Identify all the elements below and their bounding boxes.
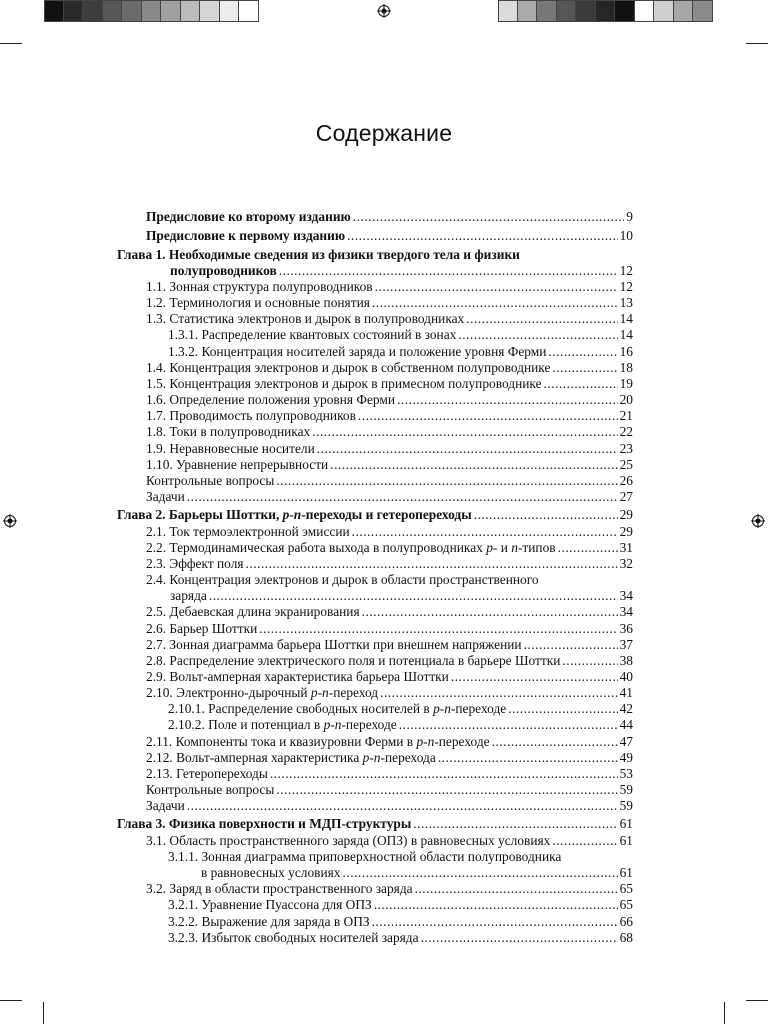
- dot-leader: [508, 700, 617, 717]
- dot-leader: [548, 343, 617, 360]
- toc-entry[interactable]: [146, 440, 633, 457]
- toc-entry-page: 59: [619, 782, 633, 797]
- dot-leader: [458, 326, 617, 343]
- toc-entry-title: полупроводников: [170, 263, 277, 278]
- title-part: -переход: [328, 685, 379, 700]
- toc-entry[interactable]: [146, 555, 633, 572]
- toc-entry-title: 2.1. Ток термоэлектронной эмиссии: [146, 524, 350, 539]
- dot-leader: [330, 456, 617, 473]
- toc-entry-title: 1.4. Концентрация электронов и дырок в собственном полупроводнике: [146, 360, 551, 375]
- dot-leader: [562, 652, 617, 669]
- dot-leader: [451, 668, 618, 685]
- toc-entry-title: [117, 506, 472, 523]
- crop-mark: [43, 1002, 44, 1024]
- toc-entry-title: 1.2. Терминология и основные понятия: [146, 295, 370, 310]
- toc-entry-title: 2.6. Барьер Шоттки: [146, 621, 258, 636]
- toc-entry[interactable]: [146, 278, 633, 295]
- color-swatch: [557, 0, 577, 22]
- color-swatch: [122, 0, 142, 22]
- toc-entry[interactable]: [146, 523, 633, 540]
- color-swatch: [64, 0, 84, 22]
- title-part: -переходе: [341, 717, 397, 732]
- toc-entry-title: 1.8. Токи в полупроводниках: [146, 424, 311, 439]
- dot-leader: [270, 765, 618, 782]
- color-swatch: [518, 0, 538, 22]
- toc-entry-chapter-3[interactable]: [117, 815, 633, 832]
- title-part: -перехода: [380, 750, 436, 765]
- dot-leader: [415, 880, 618, 897]
- toc-entry-page: 25: [619, 457, 633, 472]
- toc-entry[interactable]: [146, 880, 633, 897]
- toc-entry-page: 16: [619, 344, 633, 359]
- toc-entry-page: 12: [619, 263, 633, 278]
- toc-entry-page: 42: [619, 701, 633, 716]
- toc-entry[interactable]: [146, 359, 633, 376]
- dot-leader: [544, 375, 618, 392]
- toc-entry-title: [146, 749, 436, 766]
- title-part: 2.10. Электронно-дырочный: [146, 685, 311, 700]
- toc-entry-page: 13: [619, 295, 633, 310]
- toc-entry-title: заряда: [170, 588, 207, 603]
- dot-leader: [312, 423, 617, 440]
- toc-entry[interactable]: [146, 603, 633, 620]
- title-italic-part: p-n: [310, 685, 329, 700]
- toc-entry[interactable]: [146, 391, 633, 408]
- toc-entry[interactable]: [168, 896, 633, 913]
- toc-entry[interactable]: [146, 310, 633, 327]
- chapter-heading-line: Глава 1. Необходимые сведения из физики твердого тела и физики: [117, 247, 520, 262]
- title-italic-part: p-n: [416, 734, 435, 749]
- toc-entry-page: 44: [619, 717, 633, 732]
- dot-leader: [317, 440, 618, 457]
- toc-entry-page: 34: [619, 588, 633, 603]
- toc-entry-page: 14: [619, 311, 633, 326]
- toc-entry-page: 34: [619, 604, 633, 619]
- color-swatch: [635, 0, 655, 22]
- dot-leader: [397, 391, 618, 408]
- toc-entry-page: 27: [619, 489, 633, 504]
- toc-entry-title: в равновесных условиях: [201, 865, 341, 880]
- toc-entry-title: [146, 684, 378, 701]
- color-calibration-bar-right: [498, 0, 713, 22]
- title-part: -типов: [517, 540, 556, 555]
- title-italic-part: p-n: [323, 717, 342, 732]
- registration-mark-icon: [377, 4, 391, 18]
- toc-entry-title: 2.7. Зонная диаграмма барьера Шоттки при внешнем напряжении: [146, 637, 522, 652]
- color-swatch: [596, 0, 616, 22]
- toc-entry-title: 1.10. Уравнение непрерывности: [146, 457, 329, 472]
- toc-entry-page: 68: [619, 930, 633, 945]
- title-italic-part: p-n: [433, 701, 451, 716]
- toc-entry-page: 59: [619, 798, 633, 813]
- dot-leader: [438, 749, 618, 766]
- dot-leader: [347, 227, 618, 244]
- toc-entry-title: 3.2. Заряд в области пространственного заряда: [146, 881, 413, 896]
- toc-entry-page: 29: [619, 524, 633, 539]
- dot-leader: [276, 781, 617, 798]
- color-swatch: [537, 0, 557, 22]
- color-swatch: [220, 0, 240, 22]
- toc-entry-title: Контрольные вопросы: [146, 473, 275, 488]
- toc-entry-page: 14: [619, 327, 633, 342]
- color-swatch: [693, 0, 713, 22]
- dot-leader: [375, 278, 618, 295]
- color-swatch: [615, 0, 635, 22]
- toc-entry[interactable]: [170, 587, 633, 604]
- dot-leader: [358, 407, 618, 424]
- toc-entry-page: 23: [619, 441, 633, 456]
- toc-entry-title: [146, 733, 490, 750]
- toc-entry[interactable]: [146, 423, 633, 440]
- toc-entry-title: 3.2.3. Избыток свободных носителей заряда: [168, 930, 419, 945]
- toc-entry[interactable]: [146, 668, 633, 685]
- title-italic-part: p-n: [282, 507, 302, 522]
- toc-entry-page: 9: [626, 209, 633, 224]
- dot-leader: [343, 864, 618, 881]
- title-part: 2.10.1. Распределение свободных носителей в: [168, 701, 434, 716]
- dot-leader: [372, 294, 618, 311]
- dot-leader: [187, 488, 618, 505]
- toc-entry-title: Глава 3. Физика поверхности и МДП-структуры: [117, 816, 412, 831]
- toc-entry-page: 61: [619, 833, 633, 848]
- toc-entry[interactable]: [146, 208, 633, 225]
- toc-entry[interactable]: [146, 636, 633, 653]
- toc-entry[interactable]: [201, 864, 633, 881]
- color-swatch: [161, 0, 181, 22]
- page-title: Содержание: [315, 120, 453, 146]
- dot-leader: [259, 620, 617, 637]
- title-part: -переходы и гетеропереходы: [301, 507, 472, 522]
- color-calibration-bar-left: [44, 0, 259, 22]
- toc-entry[interactable]: [146, 375, 633, 392]
- title-part: 2.10.2. Поле и потенциал в: [168, 717, 324, 732]
- title-italic-part: p-n: [362, 750, 381, 765]
- crop-mark: [746, 43, 768, 44]
- toc-entry[interactable]: [168, 913, 633, 930]
- toc-entry-title: Предисловие к первому изданию: [146, 228, 346, 243]
- title-part: Глава 2. Барьеры Шоттки,: [117, 507, 283, 522]
- toc-entry[interactable]: [146, 227, 633, 244]
- toc-entry-chapter-1[interactable]: [170, 262, 633, 279]
- dot-leader: [187, 797, 618, 814]
- color-swatch: [498, 0, 518, 22]
- dot-leader: [246, 555, 618, 572]
- color-swatch: [200, 0, 220, 22]
- toc-entry-title: 2.9. Вольт-амперная характеристика барьера Шоттки: [146, 669, 449, 684]
- color-swatch: [142, 0, 162, 22]
- dot-leader: [492, 733, 618, 750]
- title-part: -переходе: [450, 701, 507, 716]
- toc-entry-title: 2.3. Эффект поля: [146, 556, 244, 571]
- toc-entry-wrapped-line: 2.4. Концентрация электронов и дырок в области пространственного: [146, 572, 539, 587]
- toc-entry[interactable]: [146, 539, 633, 556]
- toc-entry-page: 29: [619, 507, 633, 522]
- toc-entry-page: 20: [619, 392, 633, 407]
- dot-leader: [352, 523, 618, 540]
- dot-leader: [552, 832, 617, 849]
- title-part: -переходе: [434, 734, 490, 749]
- crop-mark: [724, 1002, 725, 1024]
- toc-entry[interactable]: [146, 684, 633, 701]
- toc-entry-page: 40: [619, 669, 633, 684]
- toc-entry[interactable]: [168, 326, 633, 343]
- toc-entry-page: 22: [619, 424, 633, 439]
- toc-entry-page: 26: [619, 473, 633, 488]
- toc-entry-title: 2.13. Гетеропереходы: [146, 766, 268, 781]
- toc-entry-title: 2.5. Дебаевская длина экранирования: [146, 604, 360, 619]
- dot-leader: [374, 896, 618, 913]
- toc-entry-page: 10: [619, 228, 633, 243]
- toc-entry-title: 1.3. Статистика электронов и дырок в полупроводниках: [146, 311, 465, 326]
- color-swatch: [239, 0, 259, 22]
- title-part: 2.2. Термодинамическая работа выхода в полупроводниках: [146, 540, 487, 555]
- registration-mark-icon: [751, 514, 765, 528]
- toc-entry-page: 36: [619, 621, 633, 636]
- toc-entry-page: 38: [619, 653, 633, 668]
- color-swatch: [181, 0, 201, 22]
- toc-entry-title: 3.2.2. Выражение для заряда в ОПЗ: [168, 914, 370, 929]
- toc-entry[interactable]: [146, 765, 633, 782]
- title-part: 2.11. Компоненты тока и квазиуровни Ферми в: [146, 734, 417, 749]
- toc-entry-page: 65: [619, 897, 633, 912]
- toc-entry-page: 61: [619, 816, 633, 831]
- title-part: 2.12. Вольт-амперная характеристика: [146, 750, 363, 765]
- toc-entry[interactable]: [168, 716, 633, 733]
- toc-entry[interactable]: [168, 343, 633, 360]
- toc-entry-chapter-2[interactable]: [117, 506, 633, 523]
- toc-entry[interactable]: [146, 620, 633, 637]
- dot-leader: [558, 539, 618, 556]
- toc-entry-page: 37: [619, 637, 633, 652]
- color-swatch: [674, 0, 694, 22]
- toc-entry-title: 2.8. Распределение электрического поля и потенциала в барьере Шоттки: [146, 653, 561, 668]
- toc-entry-title: 1.6. Определение положения уровня Ферми: [146, 392, 396, 407]
- dot-leader: [552, 359, 617, 376]
- crop-mark: [0, 1000, 22, 1001]
- color-swatch: [83, 0, 103, 22]
- dot-leader: [524, 636, 618, 653]
- dot-leader: [421, 929, 618, 946]
- dot-leader: [362, 603, 618, 620]
- toc-entry-page: 65: [619, 881, 633, 896]
- toc-entry-page: 66: [619, 914, 633, 929]
- toc-entry[interactable]: [146, 797, 633, 814]
- title-italic-part: n: [511, 540, 518, 555]
- toc-entry-title: Предисловие ко второму изданию: [146, 209, 351, 224]
- dot-leader: [466, 310, 617, 327]
- toc-entry-title: 1.5. Концентрация электронов и дырок в примесном полупроводнике: [146, 376, 542, 391]
- toc-entry[interactable]: [146, 407, 633, 424]
- toc-entry-page: 31: [619, 540, 633, 555]
- color-swatch: [44, 0, 64, 22]
- toc-entry-page: 18: [619, 360, 633, 375]
- toc-entry-title: [146, 539, 556, 556]
- dot-leader: [276, 472, 617, 489]
- toc-entry-title: 3.1. Область пространственного заряда (ОПЗ) в равновесных условиях: [146, 833, 551, 848]
- toc-entry-title: 1.9. Неравновесные носители: [146, 441, 315, 456]
- toc-entry-title: [168, 700, 506, 717]
- toc-entry-title: Задачи: [146, 798, 185, 813]
- toc-entry[interactable]: [146, 733, 633, 750]
- toc-entry[interactable]: [146, 749, 633, 766]
- dot-leader: [372, 913, 618, 930]
- dot-leader: [353, 208, 625, 225]
- crop-mark: [746, 1000, 768, 1001]
- color-swatch: [103, 0, 123, 22]
- toc-entry-page: 19: [619, 376, 633, 391]
- toc-entry[interactable]: [146, 652, 633, 669]
- dot-leader: [399, 716, 618, 733]
- dot-leader: [474, 506, 618, 523]
- toc-entry-page: 12: [619, 279, 633, 294]
- dot-leader: [279, 262, 618, 279]
- toc-entry[interactable]: [146, 294, 633, 311]
- color-swatch: [654, 0, 674, 22]
- toc-entry[interactable]: [168, 929, 633, 946]
- toc-entry[interactable]: [146, 832, 633, 849]
- toc-entry[interactable]: [146, 472, 633, 489]
- dot-leader: [413, 815, 617, 832]
- toc-entry-title: 3.2.1. Уравнение Пуассона для ОПЗ: [168, 897, 372, 912]
- dot-leader: [209, 587, 618, 604]
- title-italic-part: p: [486, 540, 493, 555]
- toc-entry-title: [168, 716, 397, 733]
- toc-entry-page: 49: [619, 750, 633, 765]
- color-swatch: [576, 0, 596, 22]
- toc-entry-title: 1.3.1. Распределение квантовых состояний в зонах: [168, 327, 457, 342]
- registration-mark-icon: [3, 514, 17, 528]
- crop-mark: [0, 43, 22, 44]
- toc-entry[interactable]: [146, 488, 633, 505]
- toc-entry-title: 1.3.2. Концентрация носителей заряда и положение уровня Ферми: [168, 344, 547, 359]
- toc-entry[interactable]: [146, 456, 633, 473]
- toc-entry-page: 61: [619, 865, 633, 880]
- toc-entry-title: 1.7. Проводимость полупроводников: [146, 408, 356, 423]
- toc-entry-page: 21: [619, 408, 633, 423]
- toc-entry-page: 41: [619, 685, 633, 700]
- title-part: - и: [492, 540, 512, 555]
- toc-entry-wrapped-line: 3.1.1. Зонная диаграмма приповерхностной области полупроводника: [168, 849, 562, 864]
- toc-entry[interactable]: [146, 781, 633, 798]
- toc-entry-title: Контрольные вопросы: [146, 782, 275, 797]
- toc-entry-page: 32: [619, 556, 633, 571]
- toc-entry-page: 47: [619, 734, 633, 749]
- toc-entry-title: Задачи: [146, 489, 185, 504]
- toc-entry[interactable]: [168, 700, 633, 717]
- toc-entry-title: 1.1. Зонная структура полупроводников: [146, 279, 373, 294]
- dot-leader: [380, 684, 618, 701]
- toc-entry-page: 53: [619, 766, 633, 781]
